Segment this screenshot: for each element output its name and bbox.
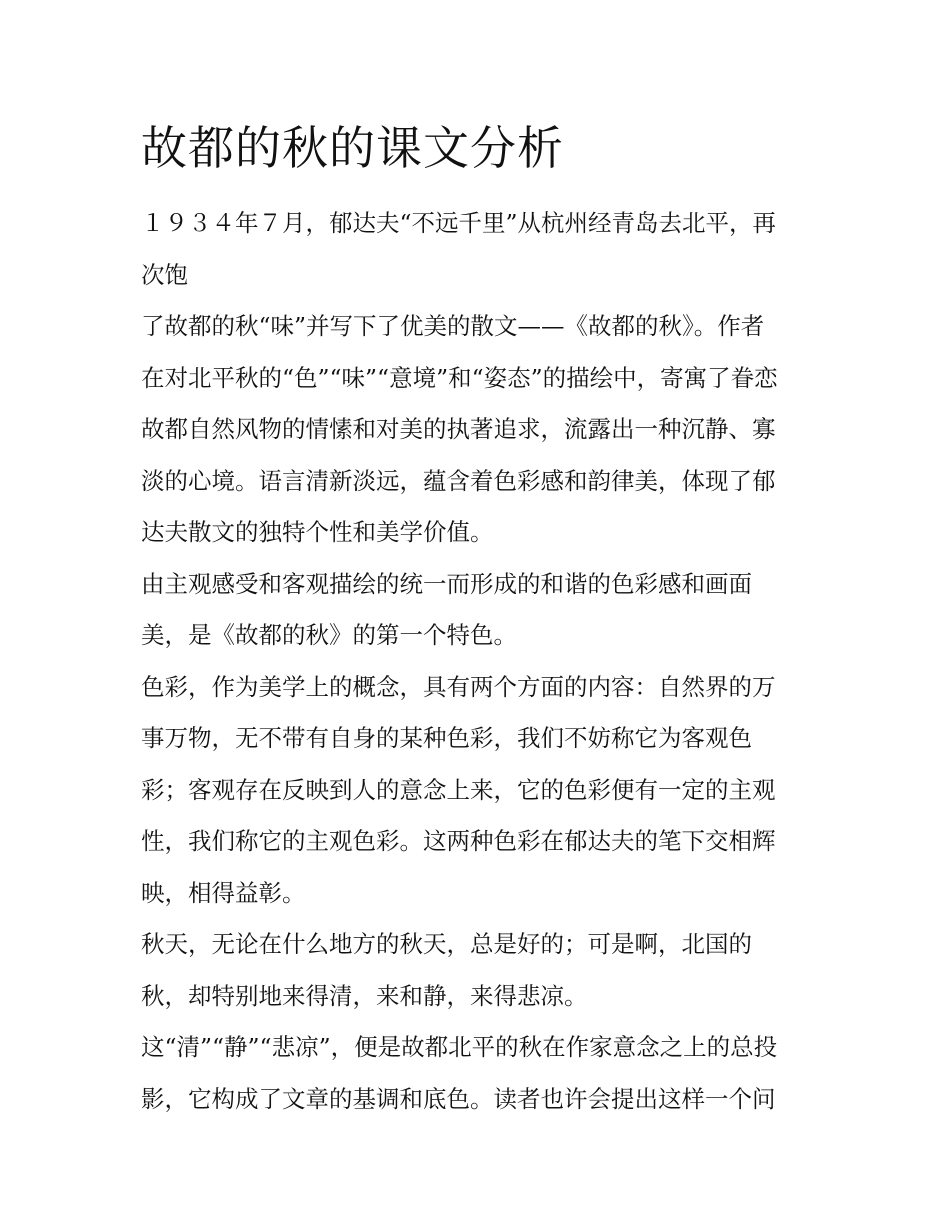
text-line: 影，它构成了文章的基调和底色。读者也许会提出这样一个问 <box>141 1084 776 1113</box>
text-line: 了故都的秋“味”并写下了优美的散文——《故都的秋》。作者 <box>141 312 765 340</box>
text-line: 彩；客观存在反映到人的意念上来，它的色彩便有一定的主观 <box>141 775 776 804</box>
text-line: 秋天，无论在什么地方的秋天，总是好的；可是啊，北国的 <box>141 930 752 958</box>
paragraph-2 <box>141 301 813 559</box>
paragraph-5 <box>141 919 813 1022</box>
text-line: 淡的心境。语言清新淡远，蕴含着色彩感和韵律美，体现了郁 <box>141 466 776 495</box>
text-line: 色彩，作为美学上的概念，具有两个方面的内容：自然界的万 <box>141 672 776 701</box>
text-line: 事万物，无不带有自身的某种色彩，我们不妨称它为客观色 <box>141 724 752 752</box>
text-line: 映，相得益彰。 <box>141 878 306 907</box>
paragraph-4 <box>141 662 813 920</box>
text-line: 秋，却特别地来得清，来和静，来得悲凉。 <box>141 981 588 1010</box>
paragraph-6 <box>141 1022 813 1125</box>
text-line: 由主观感受和客观描绘的统一而形成的和谐的色彩感和画面 <box>141 569 752 598</box>
paragraph-1 <box>141 198 813 301</box>
text-line: 在对北平秋的“色”“味”“意境”和“姿态”的描绘中，寄寓了眷恋 <box>141 363 778 392</box>
document-body <box>141 112 813 1125</box>
text-line: 美，是《故都的秋》的第一个特色。 <box>141 621 517 649</box>
document-title: 故都的秋的课文分析 <box>141 121 564 175</box>
text-line: 次饱 <box>141 260 188 289</box>
text-line: 这“清”“静”“悲凉”，便是故都北平的秋在作家意念之上的总投 <box>141 1033 778 1061</box>
text-line: １９３４年７月，郁达夫“不远千里”从杭州经青岛去北平，再 <box>141 209 777 237</box>
text-line: 性，我们称它的主观色彩。这两种色彩在郁达夫的笔下交相辉 <box>141 827 776 855</box>
paragraph-3 <box>141 559 813 662</box>
text-line: 达夫散文的独特个性和美学价值。 <box>141 518 494 546</box>
text-line: 故都自然风物的情愫和对美的执著追求，流露出一种沉静、寡 <box>141 415 776 443</box>
